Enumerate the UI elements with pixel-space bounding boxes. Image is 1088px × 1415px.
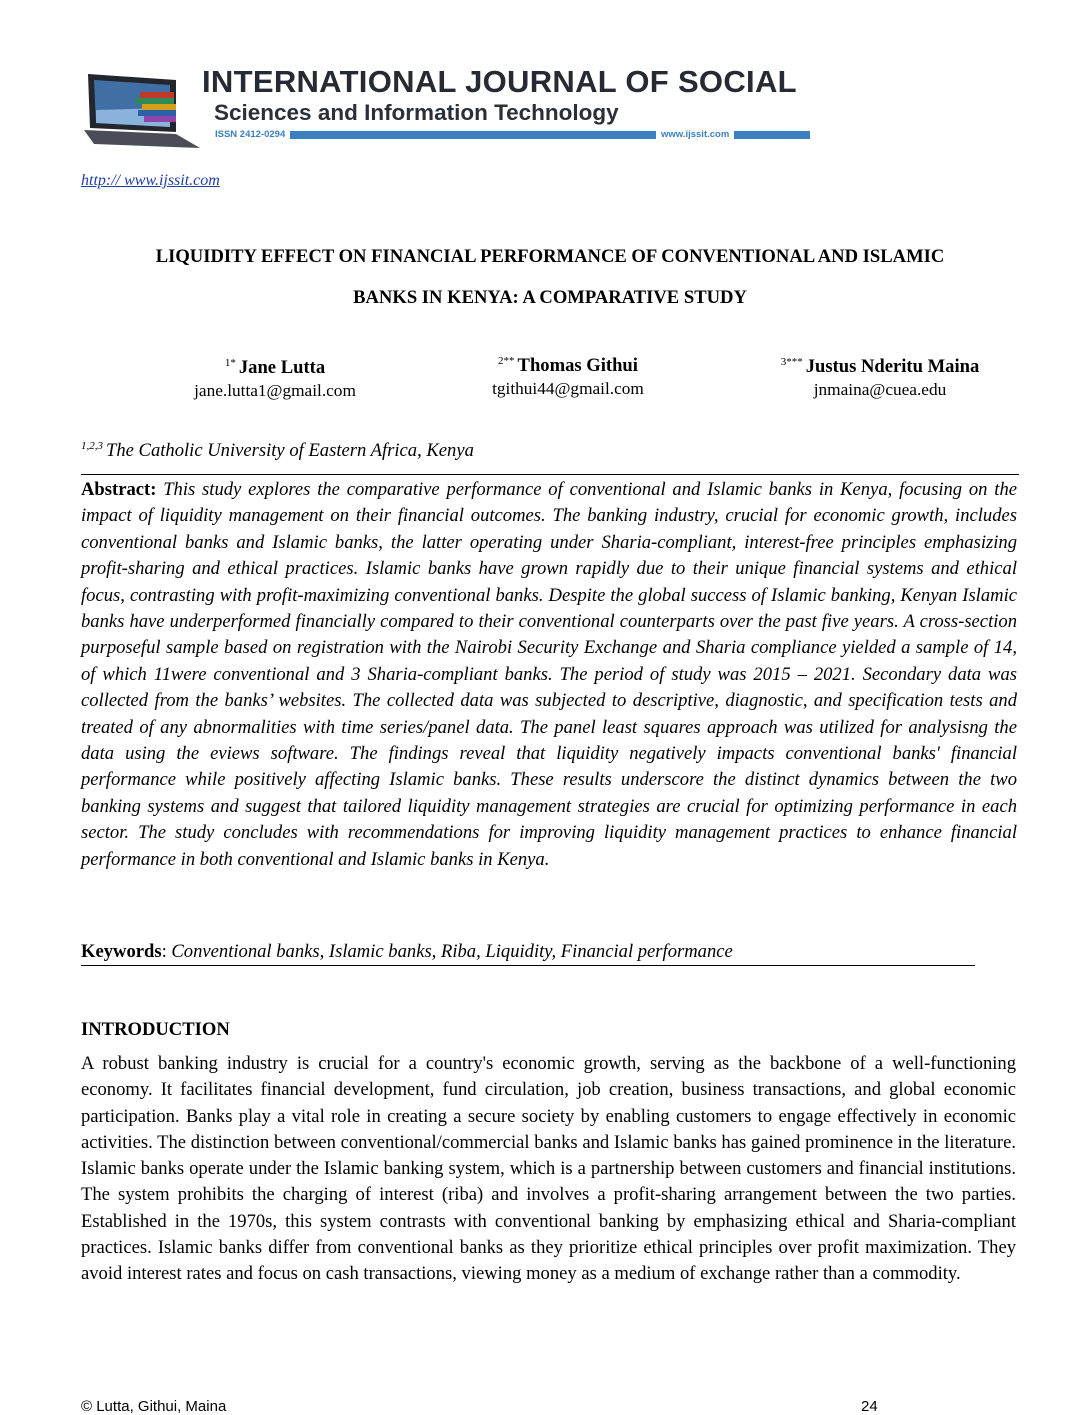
- abstract-text: This study explores the comparative performance of conventional and Islamic banks in Kenya, focusing on the impact of liquidity management on their financial outcomes. The banking industry, crucial for economic growth, includes conventional banks and Islamic banks, the latter operating under Sharia-compliant, interest-free principles emphasizing profit-sharing and ethical practices. Islamic banks have grown rapidly due to their unique financial systems and ethical focus, contrasting with profit-maximizing conventional banks. Despite the global success of Islamic banking, Kenyan Islamic banks have underperformed financially compared to their conventional counterparts over the past five years. A cross-section purposeful sample based on registration with the Nairobi Security Exchange and Sharia compliance yielded a sample of 14, of which 11were conventional and 3 Sharia-compliant banks. The period of study was 2015 – 2021. Secondary data was collected from the banks’ websites. The collected data was subjected to descriptive, diagnostic, and specification tests and treated of any abnormalities with time series/panel data. The panel least squares approach was utilized for analysisng the data using the eviews software. The findings reveal that liquidity negatively impacts conventional banks' financial performance while positively affecting Islamic banks. These results underscore the distinct dynamics between the two banking systems and suggest that tailored liquidity management strategies are crucial for optimizing performance in each sector. The study concludes with recommendations for improving liquidity management practices to enhance financial performance in both conventional and Islamic banks in Kenya.: [81, 479, 1017, 870]
- journal-issn: ISSN 2412-0294: [210, 128, 290, 142]
- affiliation: [81, 440, 474, 462]
- paper-title-line2: BANKS IN KENYA: A COMPARATIVE STUDY: [353, 287, 747, 308]
- author-email: jane.lutta1@gmail.com: [194, 381, 356, 400]
- journal-title-line2: Sciences and Information Technology: [214, 100, 619, 125]
- paper-title-line1: LIQUIDITY EFFECT ON FINANCIAL PERFORMANCE OF CONVENTIONAL AND ISLAMIC: [155, 246, 945, 267]
- author-block: [170, 352, 380, 403]
- keywords-text: Conventional banks, Islamic banks, Riba, Liquidity, Financial performance: [171, 941, 733, 962]
- laptop-books-icon: [84, 70, 202, 154]
- keywords: Keywords: Conventional banks, Islamic banks, Riba, Liquidity, Financial performance: [81, 939, 975, 966]
- author-marker: 1*: [224, 357, 236, 369]
- abstract-label: Abstract:: [81, 479, 157, 500]
- introduction-paragraph: A robust banking industry is crucial for a country's economic growth, serving as the backbone of a well-functioning economy. It facilitates financial development, fund circulation, job creation, business transactions, and global economic participation. Banks play a vital role in creating a secure society by enabling customers to engage effectively in economic activities. The distinction between conventional/commercial banks and Islamic banks has gained prominence in the literature. Islamic banks operate under the Islamic banking system, which is a partnership between customers and financial institutions. The system prohibits the charging of interest (riba) and involves a profit-sharing arrangement between the two parties. Established in the 1970s, this system contrasts with conventional banking by emphasizing ethical and Sharia-compliant practices. Islamic banks differ from conventional banks as they prioritize ethical principles over profit maximization. They avoid interest rates and focus on cash transactions, viewing money as a medium of exchange rather than a commodity.: [81, 1053, 1016, 1285]
- page-number: 24: [861, 1398, 878, 1415]
- journal-title-line1: INTERNATIONAL JOURNAL OF SOCIAL: [202, 64, 797, 99]
- author-email: jnmaina@cuea.edu: [813, 380, 947, 399]
- section-heading: INTRODUCTION: [81, 1019, 230, 1040]
- author-email: tgithui44@gmail.com: [492, 379, 644, 398]
- journal-logo: [84, 62, 854, 172]
- author-marker: 2**: [498, 355, 515, 367]
- affiliation-marker: 1,2,3: [81, 440, 103, 452]
- abstract: [81, 477, 1017, 873]
- journal-website-link[interactable]: http:// www.ijssit.com: [81, 172, 220, 189]
- author-name: Thomas Githui: [517, 355, 638, 376]
- author-name: Jane Lutta: [238, 357, 326, 378]
- keywords-label: Keywords: [81, 941, 162, 962]
- affiliation-text: The Catholic University of Eastern Africa, Kenya: [106, 440, 474, 461]
- author-block: [460, 350, 676, 401]
- author-name: Justus Nderitu Maina: [805, 356, 980, 377]
- author-marker: 3***: [780, 356, 803, 368]
- abstract-divider: [81, 474, 1019, 475]
- author-block: [762, 351, 998, 402]
- footer-copyright: © Lutta, Githui, Maina: [81, 1398, 227, 1415]
- journal-web: www.ijssit.com: [656, 128, 734, 142]
